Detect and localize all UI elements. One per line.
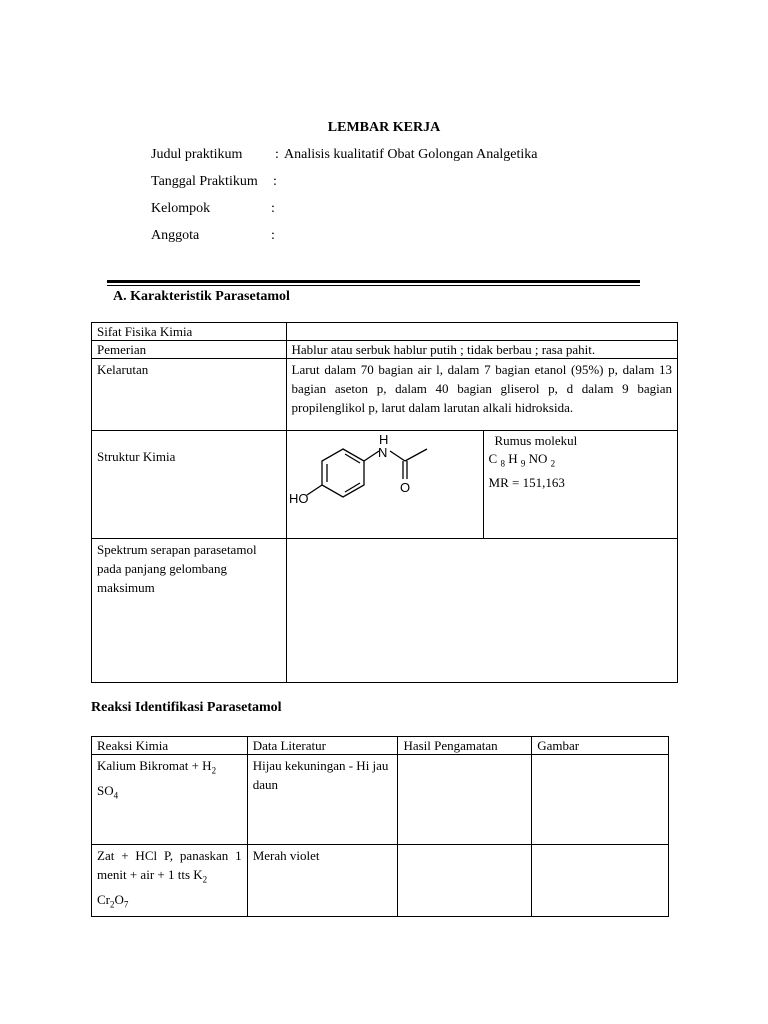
reaksi-table [91, 736, 669, 917]
hasil-1 [398, 755, 532, 845]
reaksi-2-sub-c: 7 [123, 899, 129, 910]
header-literatur: Data Literatur [247, 737, 398, 755]
table-header-row [92, 737, 669, 755]
formula-no: NO [528, 451, 548, 466]
divider-thick [107, 280, 640, 283]
rumus-cell [483, 431, 677, 539]
rumus-formula [489, 450, 672, 473]
table-row [92, 359, 678, 431]
formula-no-sub: 2 [550, 458, 556, 469]
table-row [92, 323, 678, 341]
section-b-heading: Reaksi Identifikasi Parasetamol [91, 700, 282, 715]
table-row [92, 341, 678, 359]
kelarutan-label: Kelarutan [92, 359, 287, 431]
formula-h-sub: 9 [520, 458, 526, 469]
section-a-heading: A. Karakteristik Parasetamol [113, 289, 290, 304]
reaksi-2 [92, 845, 248, 917]
reaksi-2-text-a: Zat + HCl P, panaskan 1 menit + air + 1 tts K [97, 848, 242, 882]
formula-h: H [508, 451, 518, 466]
formula-c: C [488, 451, 498, 466]
kelompok-label: Kelompok [151, 201, 211, 216]
literatur-1: Hijau kekuningan - Hi jau daun [247, 755, 398, 845]
reaksi-1 [92, 755, 248, 845]
page-title: LEMBAR KERJA [327, 120, 441, 135]
header-reaksi: Reaksi Kimia [92, 737, 248, 755]
tanggal-colon: : [273, 174, 277, 189]
structure-ho-label: HO [288, 491, 309, 506]
rumus-label: Rumus molekul [494, 433, 578, 448]
literatur-2: Merah violet [247, 845, 398, 917]
divider-thin [107, 285, 640, 286]
karakteristik-table [91, 322, 678, 683]
paracetamol-structure-image [287, 431, 483, 537]
reaksi-1-text-a: Kalium Bikromat + H [97, 758, 212, 773]
structure-o-label: O [399, 480, 410, 495]
header-gambar: Gambar [532, 737, 669, 755]
table-row [92, 755, 669, 845]
judul-colon: : [275, 147, 279, 162]
reaksi-2-sub-b: 2 [110, 899, 115, 910]
table-row [92, 845, 669, 917]
reaksi-2-sub-a: 2 [202, 874, 208, 885]
reaksi-2-text-c: O [114, 891, 124, 907]
gambar-2 [532, 845, 669, 917]
struktur-image-cell [286, 431, 483, 539]
header-hasil: Hasil Pengamatan [398, 737, 532, 755]
mr-value: MR = 151,163 [488, 474, 565, 490]
reaksi-1-sub-a: 2 [211, 765, 217, 776]
sifat-value [286, 323, 677, 341]
judul-value: Analisis kualitatif Obat Golongan Analgetika [284, 147, 538, 162]
hasil-2 [398, 845, 532, 917]
table-row [92, 431, 678, 539]
judul-label: Judul praktikum [151, 147, 243, 162]
kelompok-colon: : [271, 201, 275, 216]
sifat-label: Sifat Fisika Kimia [92, 323, 287, 341]
spektrum-label: Spektrum serapan parasetamol pada panjang gelombang maksimum [92, 539, 287, 683]
structure-h-label: H [378, 432, 388, 447]
reaksi-1-sub-b: 4 [113, 790, 119, 801]
spektrum-value [286, 539, 677, 683]
reaksi-2-text-b: Cr [97, 891, 110, 907]
formula-c-sub: 8 [500, 458, 505, 469]
benzene-ring [322, 449, 364, 497]
table-row [92, 539, 678, 683]
anggota-colon: : [271, 228, 275, 243]
pemerian-label: Pemerian [92, 341, 287, 359]
structure-n-label: N [377, 445, 387, 460]
gambar-1 [532, 755, 669, 845]
struktur-label: Struktur Kimia [92, 431, 287, 539]
pemerian-value: Hablur atau serbuk hablur putih ; tidak berbau ; rasa pahit. [286, 341, 677, 359]
tanggal-label: Tanggal Praktikum [151, 174, 258, 189]
anggota-label: Anggota [151, 228, 200, 243]
kelarutan-value: Larut dalam 70 bagian air l, dalam 7 bagian etanol (95%) p, dalam 13 bagian aseton p, dalam 40 bagian gliserol p, d dalam 9 bagian propilenglikol p, larut dalam larutan alkali hidroksida. [286, 359, 677, 431]
reaksi-1-text-b: SO [97, 782, 114, 798]
